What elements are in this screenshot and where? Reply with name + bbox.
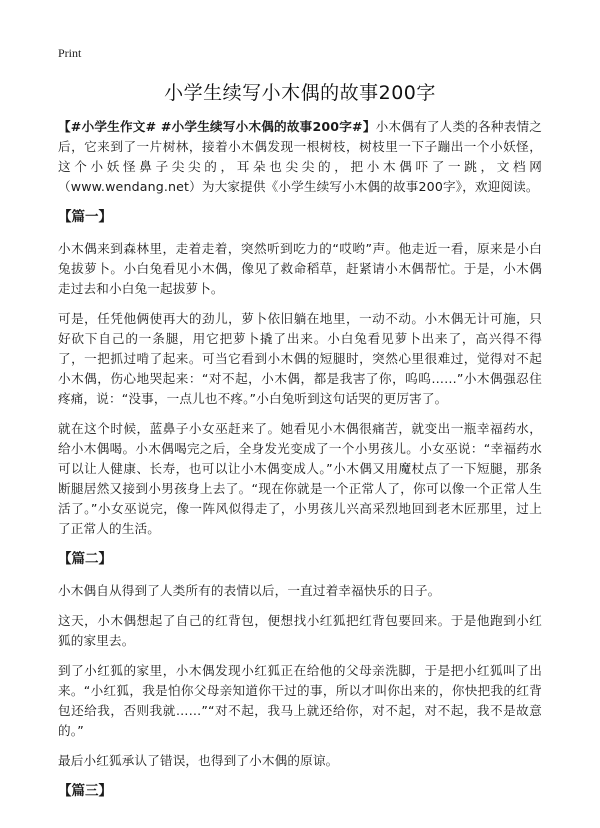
section-heading-1: 【篇一】 <box>58 209 112 225</box>
section-2-paragraph-3: 到了小红狐的家里，小木偶发现小红狐正在给他的父母亲洗脚，于是把小红狐叫了出来。“小红狐，我是怕你父母亲知道你干过的事，所以才叫你出来的，你快把我的红背包还给我，否则我就……”“对不起，我马上就还给你，对不起，对不起，我不是故意的。” <box>58 663 542 738</box>
section-heading-2: 【篇二】 <box>58 551 112 567</box>
intro-tags: 【#小学生作文# #小学生续写小木偶的故事200字#】 <box>58 119 376 134</box>
intro-paragraph <box>58 117 542 197</box>
page-title: 小学生续写小木偶的故事200字 <box>164 82 436 104</box>
section-1-paragraph-3: 就在这个时候，蓝鼻子小女巫赶来了。她看见小木偶很痛苦，就变出一瓶幸福药水，给小木偶喝。小木偶喝完之后，全身发光变成了一个小男孩儿。小女巫说：“幸福药水可以让人健康、长寿，也可以让小木偶变成人。”小木偶又用魔杖点了一下短腿，那条断腿居然又接到小男孩身上去了。“现在你就是一个正常人了，你可以像一个正常人生活了。”小女巫说完，像一阵风似得走了，小男孩儿兴高采烈地回到老木匠那里，过上了正常人的生活。 <box>58 421 542 536</box>
section-2-paragraph-2: 这天，小木偶想起了自己的红背包，便想找小红狐把红背包要回来。于是他跑到小红狐的家里去。 <box>58 613 542 648</box>
article-body <box>58 117 542 813</box>
section-1-paragraph-2: 可是，任凭他俩使再大的劲儿，萝卜依旧躺在地里，一动不动。小木偶无计可施，只好砍下自己的一条腿，用它把萝卜撬了出来。小白兔看见萝卜出来了，高兴得不得了，一把抓过啃了起来。可当它看到小木偶的短腿时，突然心里很难过，觉得对不起小木偶，伤心地哭起来：“对不起，小木偶，都是我害了你，呜呜……”小木偶强忍住疼痛，说：“没事，一点儿也不疼。”小白兔听到这句话哭的更厉害了。 <box>58 311 542 406</box>
section-2-paragraph-1: 小木偶自从得到了人类所有的表情以后，一直过着幸福快乐的日子。 <box>58 583 441 598</box>
section-1-paragraph-1: 小木偶来到森林里，走着走着，突然听到吃力的“哎哟”声。他走近一看，原来是小白兔拔萝卜。小白兔看见小木偶，像见了救命稻草，赶紧请小木偶帮忙。于是，小木偶走过去和小白兔一起拔萝卜。 <box>58 241 542 296</box>
intro-text: 小木偶有了人类的各种表情之后，它来到了一片树林，接着小木偶发现一根树枝，树枝里一下子蹦出一个小妖怪，这个小妖怪鼻子尖尖的，耳朵也尖尖的，把小木偶吓了一跳，文档网（www.wendang.net）为大家提供《小学生续写小木偶的故事200字》，欢迎阅读。 <box>58 119 542 194</box>
section-2-paragraph-4: 最后小红狐承认了错误，也得到了小木偶的原谅。 <box>58 753 339 768</box>
section-heading-3: 【篇三】 <box>58 783 112 799</box>
print-link[interactable]: Print <box>58 46 82 60</box>
